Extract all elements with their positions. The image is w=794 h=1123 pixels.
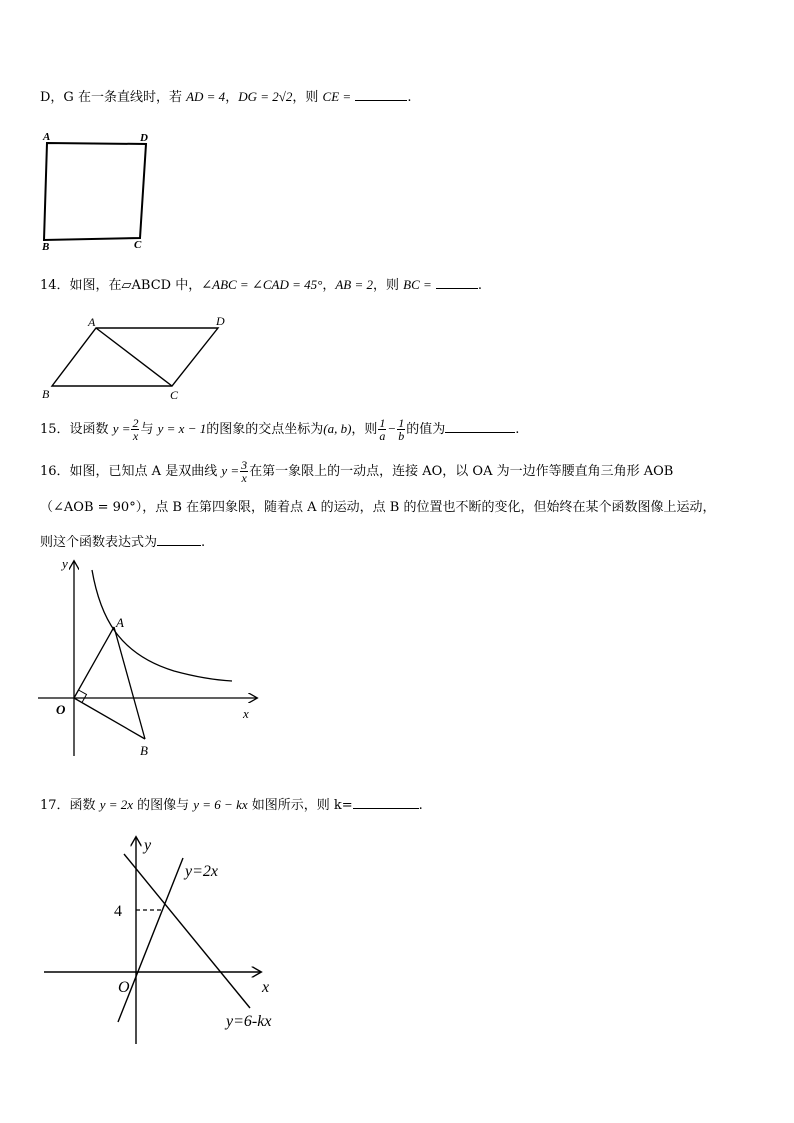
label-d: D bbox=[140, 132, 148, 144]
label-d: D bbox=[216, 314, 225, 328]
q16-text-line2: （∠AOB = 90°），点 B 在第四象限，随着点 A 的运动，点 B 的位置也不断的变化，但始终在某个函数图像上运动， bbox=[40, 500, 716, 515]
label-line-y-6-kx: y=6-kx bbox=[226, 1013, 272, 1030]
fraction-2-over-x: $\frac{2}{x}$ bbox=[132, 416, 139, 443]
fraction-3-over-x: $\frac{3}{x}$ bbox=[241, 458, 248, 485]
q14-text: 14．如图，在▱ABCD 中，∠ABC = ∠CAD = 45°，AB = 2，则 BC = . bbox=[40, 277, 483, 293]
label-c: C bbox=[134, 239, 142, 251]
label-o: O bbox=[56, 702, 66, 717]
q17-answer-blank[interactable] bbox=[353, 796, 419, 809]
q14-answer-blank[interactable] bbox=[436, 276, 478, 289]
label-x: x bbox=[262, 979, 270, 996]
label-y: y bbox=[144, 837, 152, 854]
label-line-y-2x: y=2x bbox=[185, 863, 218, 880]
q13-answer-blank[interactable] bbox=[355, 88, 407, 101]
q15-answer-blank[interactable] bbox=[445, 420, 515, 433]
q15-text: 15．设函数 y = $\frac{2}{x}$ 与 y = x − 1的图象的交点坐标为(a, b)，则 $\frac{1}{a}$ − $\frac{1}{b}$ 的值为 . bbox=[40, 416, 520, 443]
label-a: A bbox=[43, 131, 51, 143]
q16-text-line3: 则这个函数表达式为 . bbox=[40, 535, 206, 550]
q13-text: D，G 在一条直线时，若 AD = 4，DG = 2√2，则 CE = . bbox=[40, 89, 412, 105]
label-b: B bbox=[140, 743, 148, 758]
figure-hyperbola-triangle bbox=[34, 556, 266, 762]
fraction-1-over-a: $\frac{1}{a}$ bbox=[379, 416, 386, 443]
figure-two-lines bbox=[40, 832, 300, 1048]
label-c: C bbox=[170, 388, 179, 402]
label-b: B bbox=[42, 387, 50, 401]
q17-text: 17．函数 y = 2x 的图像与 y = 6 − kx 如图所示，则 k= . bbox=[40, 797, 423, 813]
label-4: 4 bbox=[114, 903, 122, 920]
label-a: A bbox=[88, 315, 96, 329]
q16-answer-blank[interactable] bbox=[157, 533, 201, 546]
q16-text-line1: 16．如图，已知点 A 是双曲线 y = $\frac{3}{x}$ 在第一象限上的一动点，连接 AO，以 OA 为一边作等腰直角三角形 AOB bbox=[40, 458, 674, 485]
label-x: x bbox=[243, 706, 249, 721]
label-a: A bbox=[116, 615, 124, 630]
figure-square-abcd bbox=[36, 128, 156, 252]
fraction-1-over-b: $\frac{1}{b}$ bbox=[398, 416, 405, 443]
label-b: B bbox=[42, 241, 50, 252]
figure-parallelogram-abcd bbox=[36, 312, 236, 404]
label-y: y bbox=[62, 556, 68, 571]
label-o: O bbox=[118, 979, 130, 996]
